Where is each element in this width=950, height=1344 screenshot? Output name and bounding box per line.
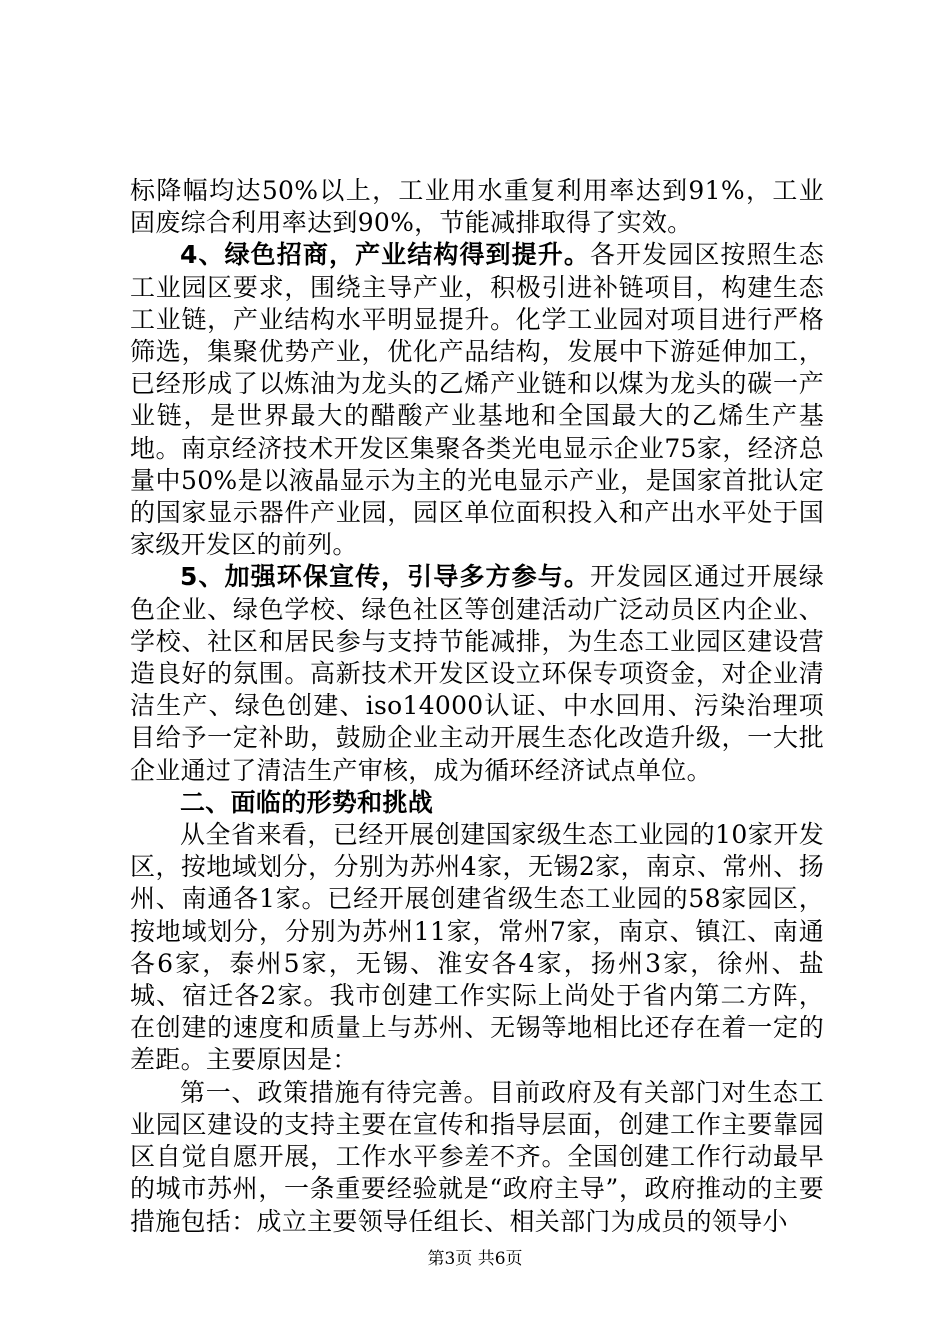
- paragraph-environmental-promotion: [130, 561, 824, 786]
- paragraph-policy-measures: 第一、政策措施有待完善。目前政府及有关部门对生态工业园区建设的支持主要在宣传和指导层面，创建工作主要靠园区自觉自愿开展，工作水平参差不齐。全国创建工作行动最早的城市苏州，一条重要经验就是“政府主导”，政府推动的主要措施包括：成立主要领导任组长、相关部门为成员的领导小: [130, 1077, 824, 1236]
- paragraph-text: 开发园区通过开展绿色企业、绿色学校、绿色社区等创建活动广泛动员区内企业、学校、社区和居民参与支持节能减排，为生态工业园区建设营造良好的氛围。高新技术开发区设立环保专项资金，对企业清洁生产、绿色创建、iso14000认证、中水回用、污染治理项目给予一定补助，鼓励企业主动开展生态化改造升级，一大批企业通过了清洁生产审核，成为循环经济试点单位。: [130, 562, 825, 785]
- paragraph-green-investment: [130, 239, 824, 561]
- paragraph-lead: 5、加强环保宣传，引导多方参与。: [180, 562, 590, 592]
- page-footer: [0, 1244, 950, 1269]
- section-heading: 二、面临的形势和挑战: [180, 787, 434, 817]
- paragraph-lead: 4、绿色招商，产业结构得到提升。: [180, 240, 590, 270]
- paragraph-text: 标降幅均达50%以上，工业用水重复利用率达到91%，工业固废综合利用率达到90%，节能减排取得了实效。: [130, 176, 824, 238]
- paragraph-province-overview: 从全省来看，已经开展创建国家级生态工业园的10家开发区，按地域划分，分别为苏州4家，无锡2家，南京、常州、扬州、南通各1家。已经开展创建省级生态工业园的58家园区，按地域划分，分别为苏州11家，常州7家，南京、镇江、南通各6家，泰州5家，无锡、淮安各4家，扬州3家，徐州、盐城、宿迁各2家。我市创建工作实际上尚处于省内第二方阵，在创建的速度和质量上与苏州、无锡等地相比还存在着一定的差距。主要原因是：: [130, 820, 824, 1075]
- paragraph-text: 各开发园区按照生态工业园区要求，围绕主导产业，积极引进补链项目，构建生态工业链，产业结构水平明显提升。化学工业园对项目进行严格筛选，集聚优势产业，优化产品结构，发展中下游延伸加工，已经形成了以炼油为龙头的乙烯产业链和以煤为龙头的碳一产业链，是世界最大的醋酸产业基地和全国最大的乙烯生产基地。南京经济技术开发区集聚各类光电显示企业75家，经济总量中50%是以液晶显示为主的光电显示产业，是国家首批认定的国家显示器件产业园，园区单位面积投入和产出水平处于国家级开发区的前列。: [130, 240, 825, 560]
- page-number: 第3页 共6页: [427, 1249, 523, 1269]
- document-body: [130, 175, 824, 1238]
- paragraph-continuation: [130, 175, 824, 239]
